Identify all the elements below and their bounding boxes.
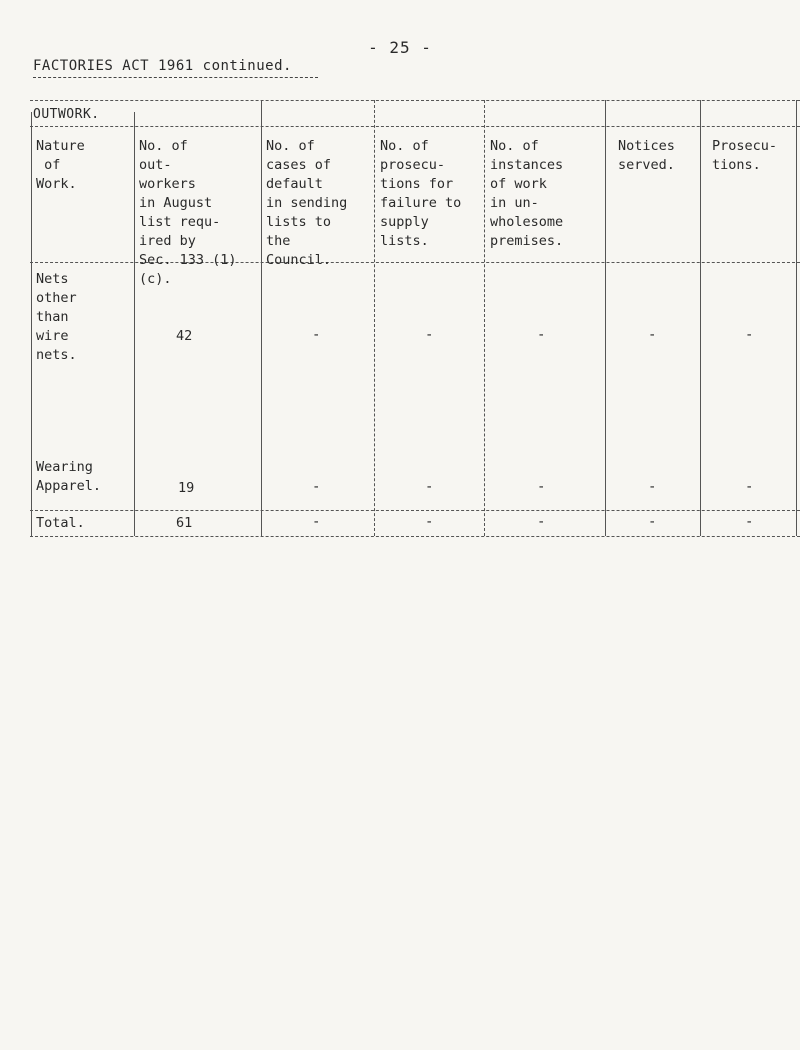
row-nets-outworkers: 42 (176, 328, 193, 344)
total-default: - (312, 514, 321, 530)
row-apparel-outworkers: 19 (178, 480, 195, 496)
row-nets-nature: Nets other than wire nets. (36, 271, 77, 363)
column-rule-4 (484, 100, 485, 536)
section-label-rule (30, 126, 800, 127)
row-nets-prosecutions: - (745, 327, 754, 343)
column-rule-2 (261, 100, 262, 536)
header-instances: No. of instances of work in un- wholesome premises. (490, 138, 564, 249)
section-label: OUTWORK. (33, 107, 100, 122)
row-apparel-prosecutions: - (745, 479, 754, 495)
column-rule-right (796, 100, 797, 536)
row-apparel-default: - (312, 479, 321, 495)
header-prosecutions: Prosecu- tions. (712, 138, 778, 173)
header-nature: Nature of Work. (36, 138, 85, 192)
page-heading (33, 58, 292, 74)
column-rule-6 (700, 100, 701, 536)
total-outworkers: 61 (176, 515, 193, 531)
header-prosecutions-failure: No. of prosecu- tions for failure to supply lists. (380, 138, 462, 249)
column-rule-left (31, 112, 32, 536)
table-bottom-rule (30, 536, 800, 537)
column-rule-5 (605, 100, 606, 536)
heading-underline (33, 77, 318, 78)
total-notices: - (648, 514, 657, 530)
total-top-rule (30, 510, 800, 511)
row-nets-default: - (312, 327, 321, 343)
header-notices: Notices served. (618, 138, 675, 173)
row-nets-prosecutions-failure: - (425, 327, 434, 343)
row-apparel-instances: - (537, 479, 546, 495)
row-apparel-notices: - (648, 479, 657, 495)
heading-text: FACTORIES ACT 1961 continued. (33, 58, 292, 74)
table-top-rule (30, 100, 800, 101)
row-apparel-nature: Wearing Apparel. (36, 459, 102, 494)
row-apparel-prosecutions-failure: - (425, 479, 434, 495)
total-prosecutions-failure: - (425, 514, 434, 530)
header-default: No. of cases of default in sending lists to the Council. (266, 138, 348, 268)
column-rule-1 (134, 112, 135, 536)
total-label: Total. (36, 515, 85, 531)
header-outworkers: No. of out- workers in August list requ- ired by Sec. 133 (1) (c). (139, 138, 237, 287)
column-rule-3 (374, 100, 375, 536)
row-nets-notices: - (648, 327, 657, 343)
total-prosecutions: - (745, 514, 754, 530)
page-number: - 25 - (368, 38, 432, 57)
row-nets-instances: - (537, 327, 546, 343)
total-instances: - (537, 514, 546, 530)
